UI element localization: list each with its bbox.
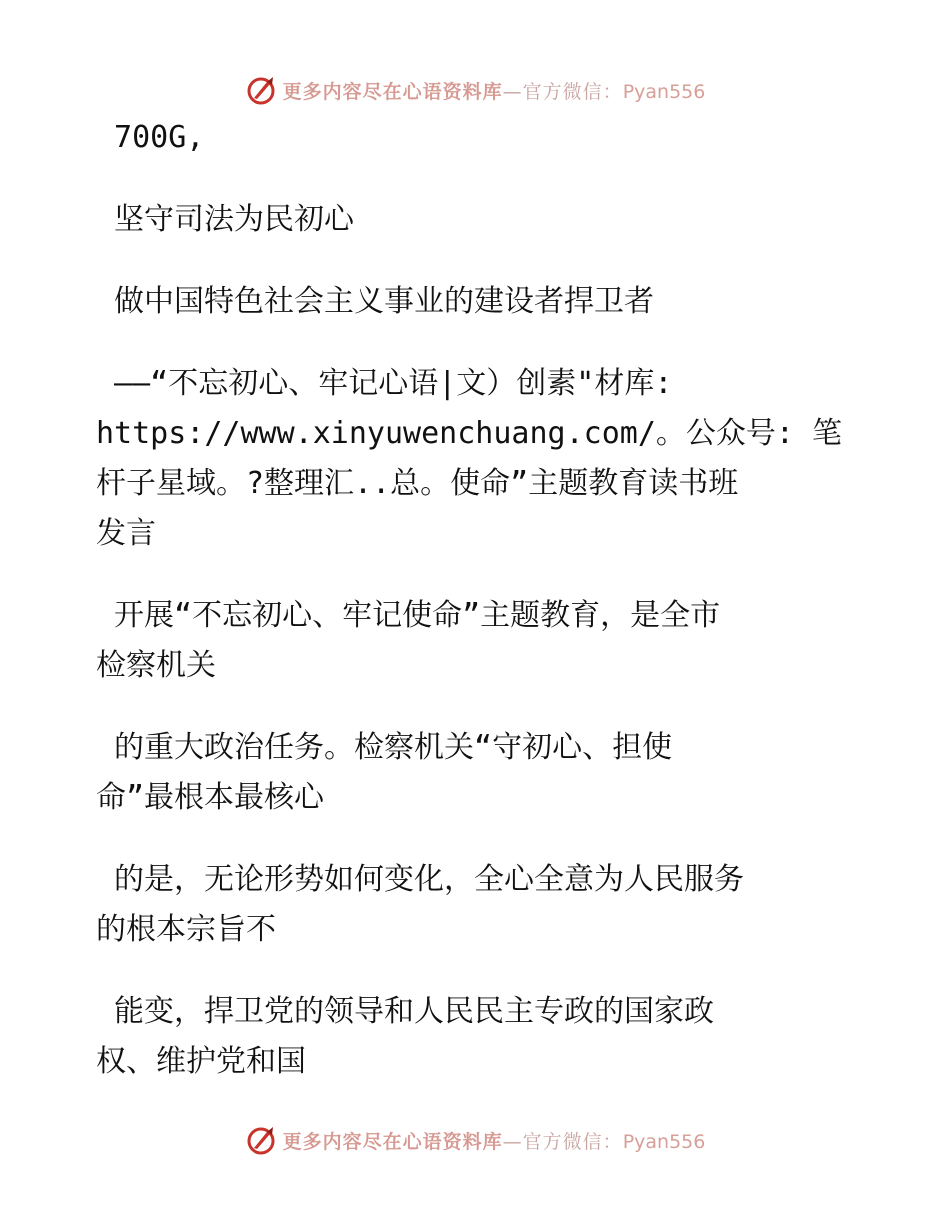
quill-circle-logo-icon (245, 74, 277, 106)
paragraph (96, 120, 836, 156)
text-line: 发言 (96, 516, 156, 551)
header-banner (0, 70, 950, 110)
paragraph (96, 202, 836, 238)
banner-wechat-id: Pyan556 (622, 1130, 706, 1153)
document-body (96, 120, 843, 1080)
banner-dash: — (502, 1130, 523, 1153)
banner-dash: — (502, 80, 523, 103)
banner-wechat-label: 官方微信： (522, 1130, 623, 1153)
text-line: 开展“不忘初心、牢记使命”主题教育，是全市 (96, 598, 721, 633)
text-line: 权、维护党和国 (96, 1044, 306, 1079)
text-line: 杆子星域。?整理汇..总。使命”主题教育读书班 (96, 466, 739, 501)
text-line: 命”最根本最核心 (96, 780, 325, 815)
text-line: 坚守司法为民初心 (96, 202, 355, 237)
text-line: ——“不忘初心、牢记心语|文）创素"材库: (96, 366, 673, 401)
text-line: 能变，捍卫党的领导和人民民主专政的国家政 (96, 994, 715, 1029)
footer-banner (0, 1120, 950, 1160)
paragraph (96, 730, 836, 816)
paragraph (96, 366, 843, 552)
text-line: 做中国特色社会主义事业的建设者捍卫者 (96, 284, 655, 319)
text-line: https://www.xinyuwenchuang.com/。公众号: 笔 (96, 416, 843, 451)
text-line: 700G, (96, 120, 205, 155)
quill-circle-logo-icon (245, 1124, 277, 1156)
text-line: 的是，无论形势如何变化，全心全意为人民服务 (96, 862, 745, 897)
paragraph (96, 994, 836, 1080)
paragraph (96, 284, 836, 320)
text-line: 的重大政治任务。检察机关“守初心、担使 (96, 730, 673, 765)
banner-wechat-label: 官方微信： (522, 80, 623, 103)
paragraph (96, 598, 836, 684)
banner-slogan: 更多内容尽在心语资料库 (282, 80, 503, 103)
text-line: 的根本宗旨不 (96, 912, 276, 947)
text-line: 检察机关 (96, 648, 216, 683)
paragraph (96, 862, 836, 948)
banner-wechat-id: Pyan556 (622, 80, 706, 103)
banner-slogan: 更多内容尽在心语资料库 (282, 1130, 503, 1153)
